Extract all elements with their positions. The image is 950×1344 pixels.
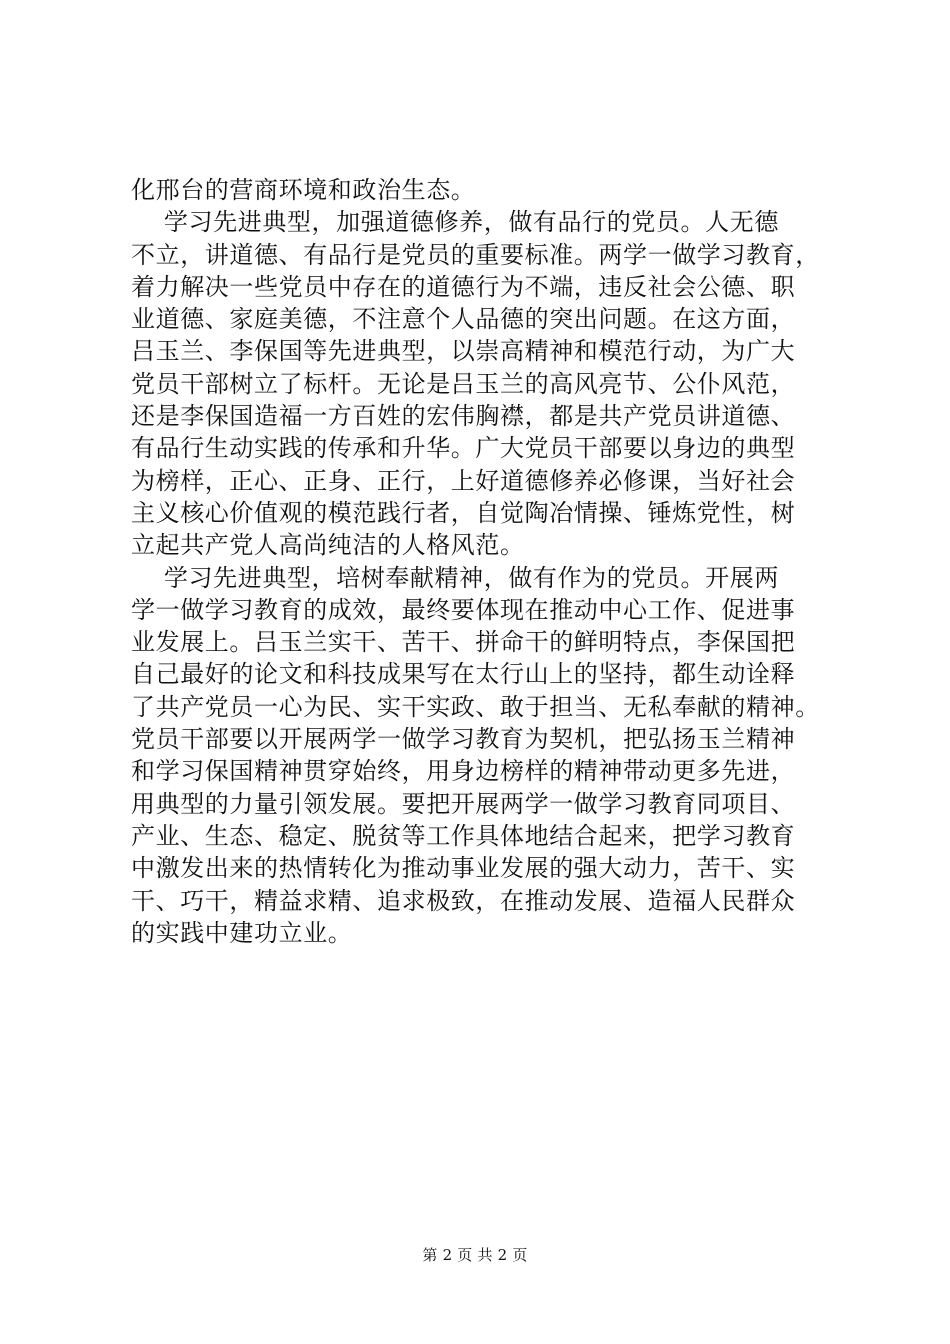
page-number-label: 第 2 页 共 2 页 (422, 1246, 528, 1264)
text-line: 着力解决一些党员中存在的道德行为不端，违反社会公德、职 (131, 272, 796, 301)
text-line: 不立，讲道德、有品行是党员的重要标准。两学一做学习教育， (131, 240, 820, 269)
text-line: 学习先进典型，培树奉献精神，做有作为的党员。开展两 (131, 563, 779, 592)
text-line: 吕玉兰、李保国等先进典型，以崇高精神和模范行动，为广大 (131, 337, 796, 366)
text-line: 业发展上。吕玉兰实干、苦干、拼命干的鲜明特点，李保国把 (131, 628, 796, 657)
text-line: 和学习保国精神贯穿始终，用身边榜样的精神带动更多先进， (131, 757, 796, 786)
text-line: 主义核心价值观的模范践行者，自觉陶冶情操、锤炼党性，树 (131, 498, 796, 527)
text-line: 为榜样，正心、正身、正行，上好道德修养必修课，当好社会 (131, 466, 796, 495)
text-line: 自己最好的论文和科技成果写在太行山上的坚持，都生动诠释 (131, 660, 796, 689)
text-line: 中激发出来的热情转化为推动事业发展的强大动力，苦干、实 (131, 854, 796, 883)
text-line: 业道德、家庭美德，不注意个人品德的突出问题。在这方面， (131, 305, 796, 334)
text-line: 党员干部要以开展两学一做学习教育为契机，把弘扬玉兰精神 (131, 725, 796, 754)
text-line: 干、巧干，精益求精、追求极致，在推动发展、造福人民群众 (131, 886, 796, 915)
text-line: 学习先进典型，加强道德修养，做有品行的党员。人无德 (131, 208, 779, 237)
text-line: 产业、生态、稳定、脱贫等工作具体地结合起来，把学习教育 (131, 821, 796, 850)
text-line: 的实践中建功立业。 (131, 918, 353, 947)
body-text (131, 174, 851, 949)
text-line: 有品行生动实践的传承和升华。广大党员干部要以身边的典型 (131, 434, 796, 463)
text-line: 化邢台的营商环境和政治生态。 (131, 176, 476, 204)
text-line: 学一做学习教育的成效，最终要体现在推动中心工作、促进事 (131, 595, 796, 624)
text-line: 党员干部树立了标杆。无论是吕玉兰的高风亮节、公仆风范， (131, 369, 796, 398)
text-line: 了共产党员一心为民、实干实政、敢于担当、无私奉献的精神。 (131, 692, 820, 721)
text-line: 用典型的力量引领发展。要把开展两学一做学习教育同项目、 (131, 789, 796, 818)
text-line: 立起共产党人高尚纯洁的人格风范。 (131, 531, 525, 560)
text-line: 还是李保国造福一方百姓的宏伟胸襟，都是共产党员讲道德、 (131, 402, 796, 431)
page-footer (0, 1244, 950, 1265)
